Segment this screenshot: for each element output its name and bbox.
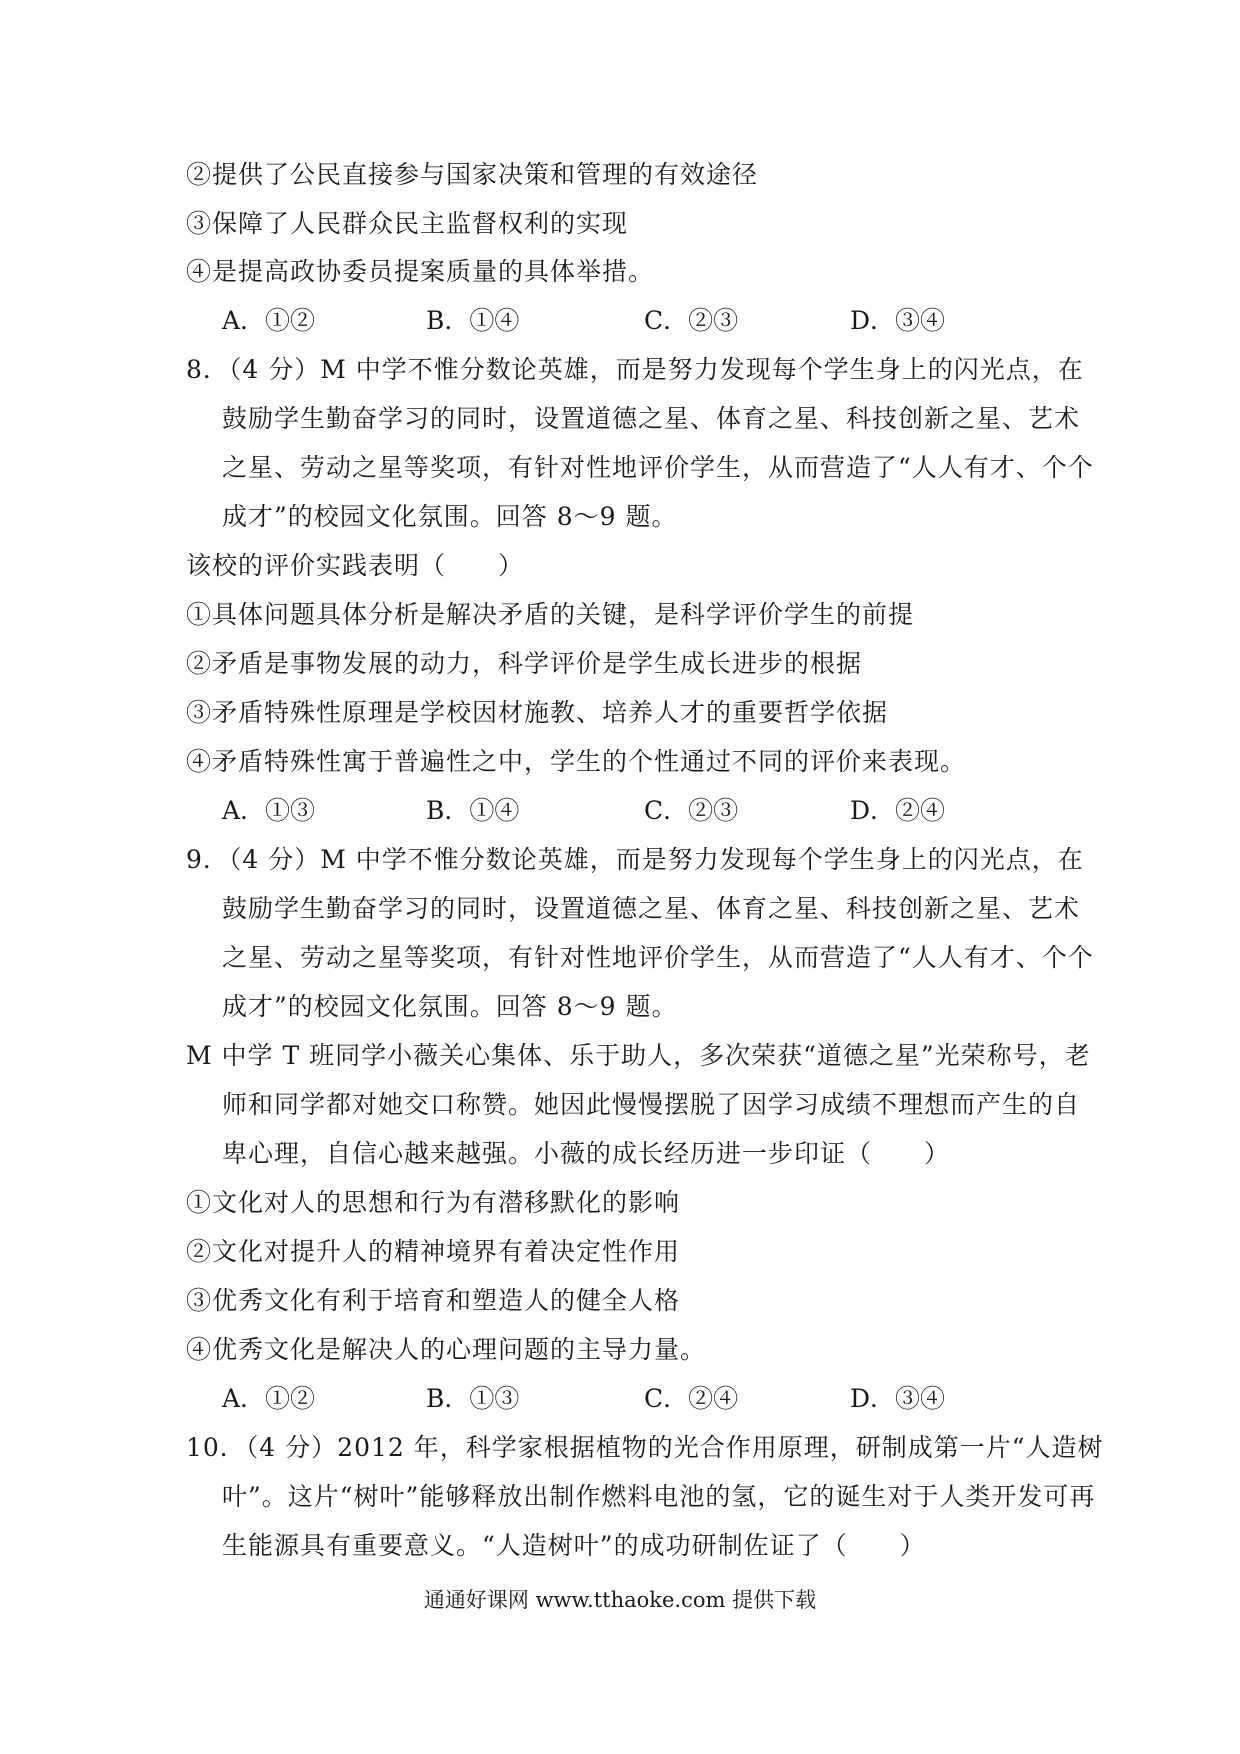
q10-stem-line-2: 叶”。这片“树叶”能够释放出制作燃料电池的氢，它的诞生对于人类开发可再 — [222, 1482, 1096, 1511]
q9-option-c: C．②④ — [644, 1384, 739, 1413]
q8-option-d: D．②④ — [850, 796, 946, 825]
q7-option-c: C．②③ — [644, 306, 739, 335]
q8-question: 该校的评价实践表明（ ） — [186, 551, 525, 580]
q9-question-line-3: 卑心理，自信心越来越强。小薇的成长经历进一步印证（ ） — [222, 1139, 951, 1168]
q8-stem-line-3: 之星、劳动之星等奖项，有针对性地评价学生，从而营造了“人人有才、个个 — [222, 453, 1094, 482]
q9-item-2: ②文化对提升人的精神境界有着决定性作用 — [186, 1237, 681, 1266]
q9-item-3: ③优秀文化有利于培育和塑造人的健全人格 — [186, 1286, 681, 1315]
q7-item-2: ②提供了公民直接参与国家决策和管理的有效途径 — [186, 160, 759, 189]
q9-item-1: ①文化对人的思想和行为有潜移默化的影响 — [186, 1188, 681, 1217]
q9-question-line-2: 师和同学都对她交口称赞。她因此慢慢摆脱了因学习成绩不理想而产生的自 — [222, 1090, 1081, 1119]
q9-item-4: ④优秀文化是解决人的心理问题的主导力量。 — [186, 1335, 707, 1364]
q7-item-4: ④是提高政协委员提案质量的具体举措。 — [186, 257, 655, 286]
q9-stem-line-1: 9．（4 分）M 中学不惟分数论英雄，而是努力发现每个学生身上的闪光点，在 — [186, 845, 1084, 874]
q8-item-1: ①具体问题具体分析是解决矛盾的关键，是科学评价学生的前提 — [186, 600, 915, 629]
q9-option-d: D．③④ — [850, 1384, 946, 1413]
q8-option-c: C．②③ — [644, 796, 739, 825]
q8-item-2: ②矛盾是事物发展的动力，科学评价是学生成长进步的根据 — [186, 649, 863, 678]
q8-option-a: A．①③ — [222, 796, 316, 825]
q7-item-3: ③保障了人民群众民主监督权利的实现 — [186, 209, 629, 238]
q8-item-3: ③矛盾特殊性原理是学校因材施教、培养人才的重要哲学依据 — [186, 698, 889, 727]
q10-stem-line-3: 生能源具有重要意义。“人造树叶”的成功研制佐证了（ ） — [222, 1531, 926, 1560]
q9-option-b: B．①③ — [426, 1384, 520, 1413]
q9-stem-line-3: 之星、劳动之星等奖项，有针对性地评价学生，从而营造了“人人有才、个个 — [222, 943, 1094, 972]
q7-option-a: A．①② — [222, 306, 316, 335]
page-footer: 通通好课网 www.tthaoke.com 提供下载 — [423, 1588, 817, 1612]
q8-stem-line-1: 8．（4 分）M 中学不惟分数论英雄，而是努力发现每个学生身上的闪光点，在 — [186, 355, 1084, 384]
q8-option-b: B．①④ — [426, 796, 520, 825]
q8-stem-line-4: 成才”的校园文化氛围。回答 8～9 题。 — [222, 502, 678, 531]
q8-item-4: ④矛盾特殊性寓于普遍性之中，学生的个性通过不同的评价来表现。 — [186, 747, 967, 776]
q8-stem-line-2: 鼓励学生勤奋学习的同时，设置道德之星、体育之星、科技创新之星、艺术 — [222, 404, 1081, 433]
q9-stem-line-2: 鼓励学生勤奋学习的同时，设置道德之星、体育之星、科技创新之星、艺术 — [222, 894, 1081, 923]
q7-option-b: B．①④ — [426, 306, 520, 335]
q7-option-d: D．③④ — [850, 306, 946, 335]
q9-stem-line-4: 成才”的校园文化氛围。回答 8～9 题。 — [222, 992, 678, 1021]
q9-option-a: A．①② — [222, 1384, 316, 1413]
q9-question-line-1: M 中学 T 班同学小薇关心集体、乐于助人，多次荣获“道德之星”光荣称号，老 — [186, 1041, 1091, 1070]
q10-stem-line-1: 10．（4 分）2012 年，科学家根据植物的光合作用原理，研制成第一片“人造树 — [186, 1433, 1104, 1462]
